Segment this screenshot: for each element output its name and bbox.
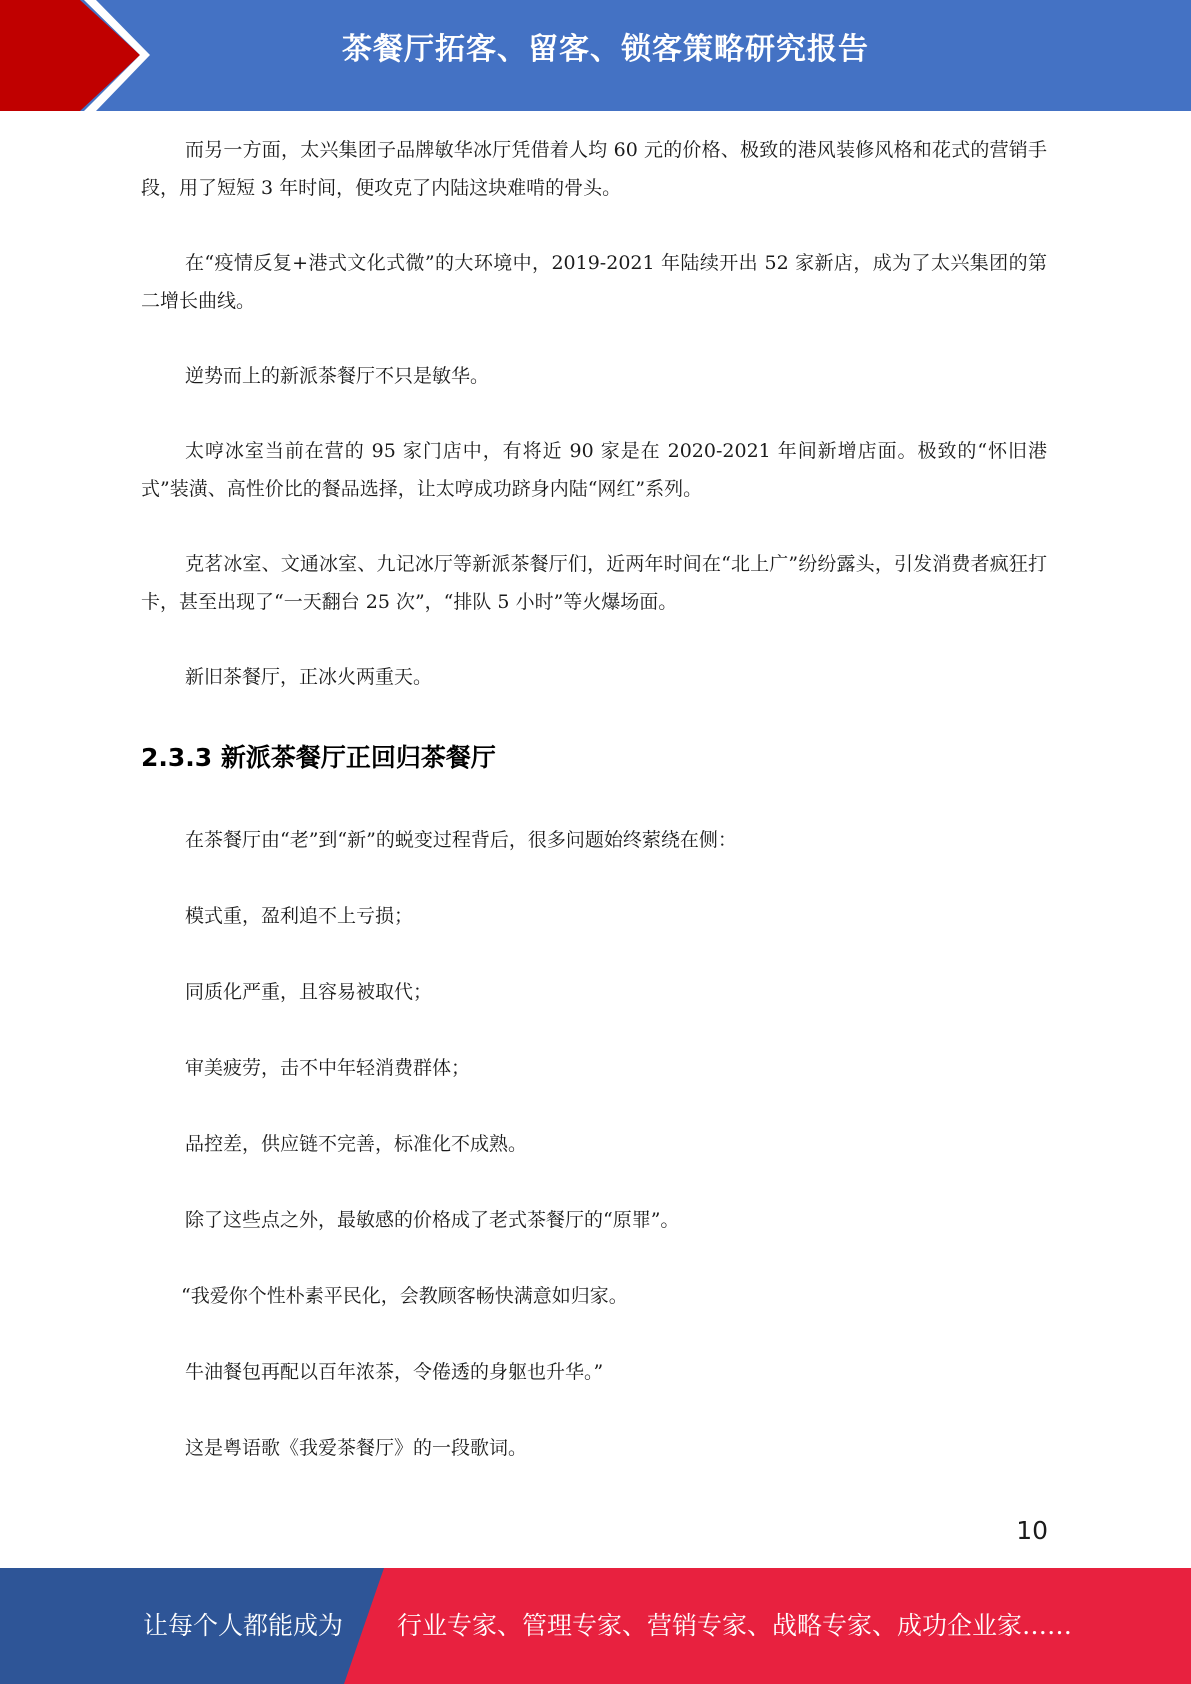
footer-slogan-right: 行业专家、管理专家、营销专家、战略专家、成功企业家…… — [397, 1611, 1073, 1640]
paragraph: 在茶餐厅由“老”到“新”的蜕变过程背后，很多问题始终萦绕在侧： — [185, 829, 737, 851]
header-red-block — [0, 0, 150, 111]
footer-slogan-left: 让每个人都能成为 — [143, 1611, 344, 1640]
paragraph: 这是粤语歌《我爱茶餐厅》的一段歌词。 — [185, 1437, 528, 1459]
lyric-line: 牛油餐包再配以百年浓茶，令倦透的身躯也升华。” — [185, 1361, 604, 1383]
paragraph: 除了这些点之外，最敏感的价格成了老式茶餐厅的“原罪”。 — [185, 1209, 680, 1231]
body-section-1 — [141, 131, 1047, 696]
paragraph: 逆势而上的新派茶餐厅不只是敏华。 — [185, 365, 490, 387]
paragraph: 同质化严重，且容易被取代； — [185, 981, 433, 1003]
paragraph: 在“疫情反复+港式文化式微”的大环境中，2019-2021 年陆续开出 52 家新店，成为了太兴集团的第二增长曲线。 — [141, 252, 1047, 312]
paragraph: 审美疲劳，击不中年轻消费群体； — [185, 1057, 471, 1079]
body-section-2 — [141, 821, 1047, 1505]
paragraph: 新旧茶餐厅，正冰火两重天。 — [185, 666, 433, 688]
page-footer — [0, 1568, 1191, 1684]
paragraph: 品控差，供应链不完善，标准化不成熟。 — [185, 1133, 528, 1155]
paragraph: 模式重，盈利追不上亏损； — [185, 905, 414, 927]
lyric-line: “我爱你个性朴素平民化，会教顾客畅快满意如归家。 — [181, 1285, 628, 1307]
paragraph: 克茗冰室、文通冰室、九记冰厅等新派茶餐厅们，近两年时间在“北上广”纷纷露头，引发消费者疯狂打卡，甚至出现了“一天翻台 25 次”，“排队 5 小时”等火爆场面。 — [141, 553, 1047, 613]
paragraph: 太哼冰室当前在营的 95 家门店中，有将近 90 家是在 2020-2021 年间新增店面。极致的“怀旧港式”装潢、高性价比的餐品选择，让太哼成功跻身内陆“网红”系列。 — [141, 440, 1047, 500]
page-header — [0, 0, 1191, 111]
section-heading: 2.3.3 新派茶餐厅正回归茶餐厅 — [141, 743, 496, 772]
page-number: 10 — [1016, 1516, 1048, 1545]
paragraph: 而另一方面，太兴集团子品牌敏华冰厅凭借着人均 60 元的价格、极致的港风装修风格和花式的营销手段，用了短短 3 年时间，便攻克了内陆这块难啃的骨头。 — [141, 139, 1047, 199]
report-title: 茶餐厅拓客、留客、锁客策略研究报告 — [342, 32, 869, 67]
